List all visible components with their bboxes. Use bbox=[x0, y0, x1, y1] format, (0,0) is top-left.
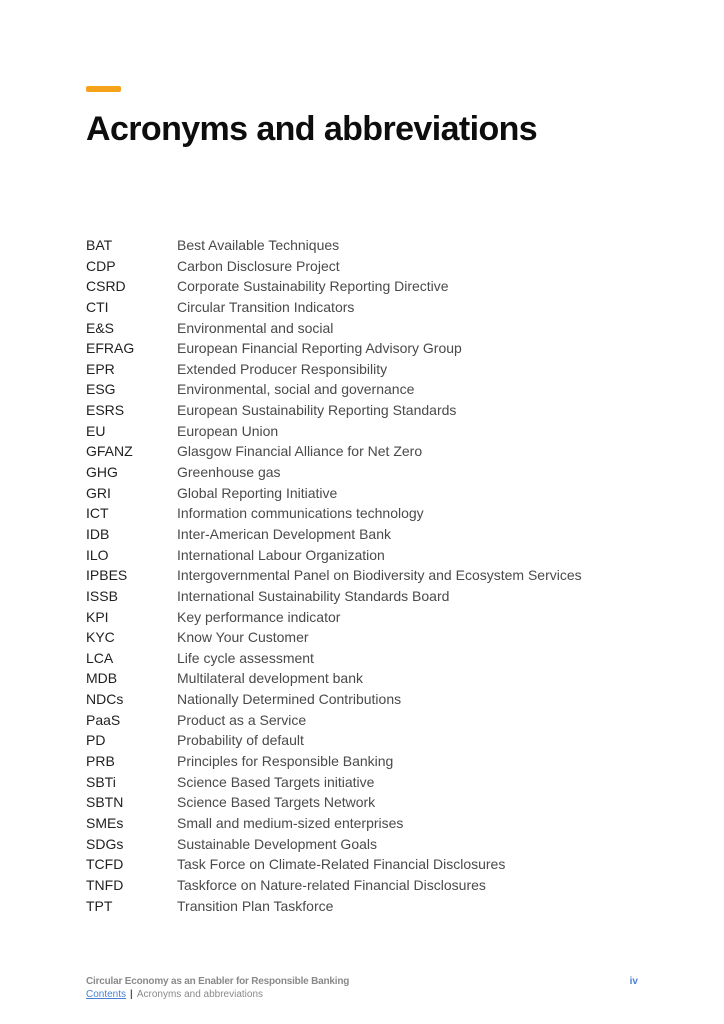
acronym-row bbox=[86, 648, 646, 669]
acronym-row bbox=[86, 379, 646, 400]
footer-breadcrumb bbox=[86, 989, 638, 1000]
acronym-row bbox=[86, 834, 646, 855]
acronym-row bbox=[86, 792, 646, 813]
acronym-row bbox=[86, 359, 646, 380]
acronym-term: TCFD bbox=[86, 856, 124, 873]
contents-link[interactable]: Contents bbox=[86, 989, 127, 1000]
acronym-term: SMEs bbox=[86, 814, 124, 831]
acronym-definition: Intergovernmental Panel on Biodiversity and Ecosystem Services bbox=[177, 567, 582, 584]
footer-section-name: Acronyms and abbreviations bbox=[136, 989, 264, 1000]
acronym-row bbox=[86, 627, 646, 648]
acronym-definition: Carbon Disclosure Project bbox=[177, 257, 340, 274]
acronym-row bbox=[86, 896, 646, 917]
acronym-row bbox=[86, 421, 646, 442]
acronym-row bbox=[86, 318, 646, 339]
acronym-term: ESG bbox=[86, 381, 116, 398]
acronym-term: EFRAG bbox=[86, 340, 135, 357]
acronym-term: ESRS bbox=[86, 402, 125, 419]
acronym-definition: Nationally Determined Contributions bbox=[177, 691, 402, 708]
acronym-definition: Know Your Customer bbox=[177, 629, 309, 646]
acronym-term: SBTN bbox=[86, 794, 124, 811]
acronym-definition: European Financial Reporting Advisory Group bbox=[177, 340, 462, 357]
acronym-definition: Greenhouse gas bbox=[177, 464, 281, 481]
acronym-row bbox=[86, 545, 646, 566]
acronym-term: PRB bbox=[86, 753, 115, 770]
acronym-term: IDB bbox=[86, 525, 110, 542]
acronym-definition: Global Reporting Initiative bbox=[177, 484, 338, 501]
acronym-definition: Principles for Responsible Banking bbox=[177, 753, 394, 770]
acronym-term: ILO bbox=[86, 546, 109, 563]
acronym-row bbox=[86, 338, 646, 359]
page-title: Acronyms and abbreviations bbox=[86, 110, 538, 148]
acronym-term: ICT bbox=[86, 505, 109, 522]
acronym-row bbox=[86, 503, 646, 524]
acronym-term: GFANZ bbox=[86, 443, 133, 460]
acronym-definition: Information communications technology bbox=[177, 505, 424, 522]
acronym-term: CSRD bbox=[86, 278, 126, 295]
acronym-definition: Task Force on Climate-Related Financial Disclosures bbox=[177, 856, 506, 873]
acronym-definition: Product as a Service bbox=[177, 711, 307, 728]
acronym-term: PaaS bbox=[86, 711, 121, 728]
acronym-definition: International Sustainability Standards Board bbox=[177, 587, 450, 604]
acronym-term: PD bbox=[86, 732, 106, 749]
acronym-list bbox=[86, 235, 646, 916]
acronym-row bbox=[86, 462, 646, 483]
acronym-row bbox=[86, 730, 646, 751]
acronym-term: EPR bbox=[86, 360, 115, 377]
acronym-term: NDCs bbox=[86, 691, 124, 708]
acronym-term: LCA bbox=[86, 649, 114, 666]
acronym-row bbox=[86, 772, 646, 793]
acronym-row bbox=[86, 400, 646, 421]
acronym-row bbox=[86, 441, 646, 462]
acronym-definition: Multilateral development bank bbox=[177, 670, 363, 687]
footer bbox=[86, 976, 638, 1000]
acronym-definition: International Labour Organization bbox=[177, 546, 385, 563]
acronym-definition: Corporate Sustainability Reporting Directive bbox=[177, 278, 449, 295]
acronym-row bbox=[86, 483, 646, 504]
acronym-definition: Taskforce on Nature-related Financial Disclosures bbox=[177, 876, 486, 893]
acronym-definition: Probability of default bbox=[177, 732, 304, 749]
acronym-row bbox=[86, 235, 646, 256]
acronym-definition: Environmental and social bbox=[177, 319, 334, 336]
acronym-term: GRI bbox=[86, 484, 111, 501]
footer-document-title: Circular Economy as an Enabler for Responsible Banking bbox=[86, 976, 350, 987]
acronym-term: TNFD bbox=[86, 876, 124, 893]
acronym-row bbox=[86, 689, 646, 710]
acronym-row bbox=[86, 524, 646, 545]
acronym-term: TPT bbox=[86, 897, 113, 914]
acronym-definition: Life cycle assessment bbox=[177, 649, 314, 666]
acronym-term: MDB bbox=[86, 670, 118, 687]
acronym-term: KYC bbox=[86, 629, 115, 646]
breadcrumb-separator: | bbox=[130, 989, 133, 1000]
acronym-definition: European Union bbox=[177, 422, 279, 439]
acronym-definition: Science Based Targets Network bbox=[177, 794, 376, 811]
acronym-row bbox=[86, 875, 646, 896]
acronym-term: E&S bbox=[86, 319, 115, 336]
acronym-definition: Sustainable Development Goals bbox=[177, 835, 378, 852]
acronym-definition: Extended Producer Responsibility bbox=[177, 360, 388, 377]
acronym-row bbox=[86, 854, 646, 875]
acronym-term: BAT bbox=[86, 237, 113, 253]
acronym-term: SDGs bbox=[86, 835, 124, 852]
acronym-row bbox=[86, 297, 646, 318]
acronym-definition: Science Based Targets initiative bbox=[177, 773, 375, 790]
accent-bar bbox=[86, 86, 121, 92]
acronym-definition: Glasgow Financial Alliance for Net Zero bbox=[177, 443, 423, 460]
acronym-definition: Inter-American Development Bank bbox=[177, 525, 391, 542]
acronym-term: CTI bbox=[86, 298, 109, 315]
acronym-term: IPBES bbox=[86, 567, 128, 584]
acronym-term: SBTi bbox=[86, 773, 116, 790]
acronym-definition: Environmental, social and governance bbox=[177, 381, 415, 398]
acronym-term: ISSB bbox=[86, 587, 118, 604]
acronym-definition: Key performance indicator bbox=[177, 608, 341, 625]
acronym-row bbox=[86, 813, 646, 834]
acronym-row bbox=[86, 607, 646, 628]
acronym-row bbox=[86, 565, 646, 586]
acronym-definition: Transition Plan Taskforce bbox=[177, 897, 334, 914]
acronym-row bbox=[86, 256, 646, 277]
acronym-term: CDP bbox=[86, 257, 116, 274]
acronym-row bbox=[86, 586, 646, 607]
acronym-term: KPI bbox=[86, 608, 109, 625]
page-number: iv bbox=[629, 976, 638, 987]
acronym-term: EU bbox=[86, 422, 106, 439]
acronym-definition: Small and medium-sized enterprises bbox=[177, 814, 404, 831]
acronym-definition: European Sustainability Reporting Standards bbox=[177, 402, 457, 419]
acronym-row bbox=[86, 710, 646, 731]
acronym-row bbox=[86, 276, 646, 297]
acronym-term: GHG bbox=[86, 464, 118, 481]
acronym-row bbox=[86, 751, 646, 772]
acronym-row bbox=[86, 668, 646, 689]
acronym-definition: Best Available Techniques bbox=[177, 237, 340, 253]
acronym-definition: Circular Transition Indicators bbox=[177, 298, 355, 315]
